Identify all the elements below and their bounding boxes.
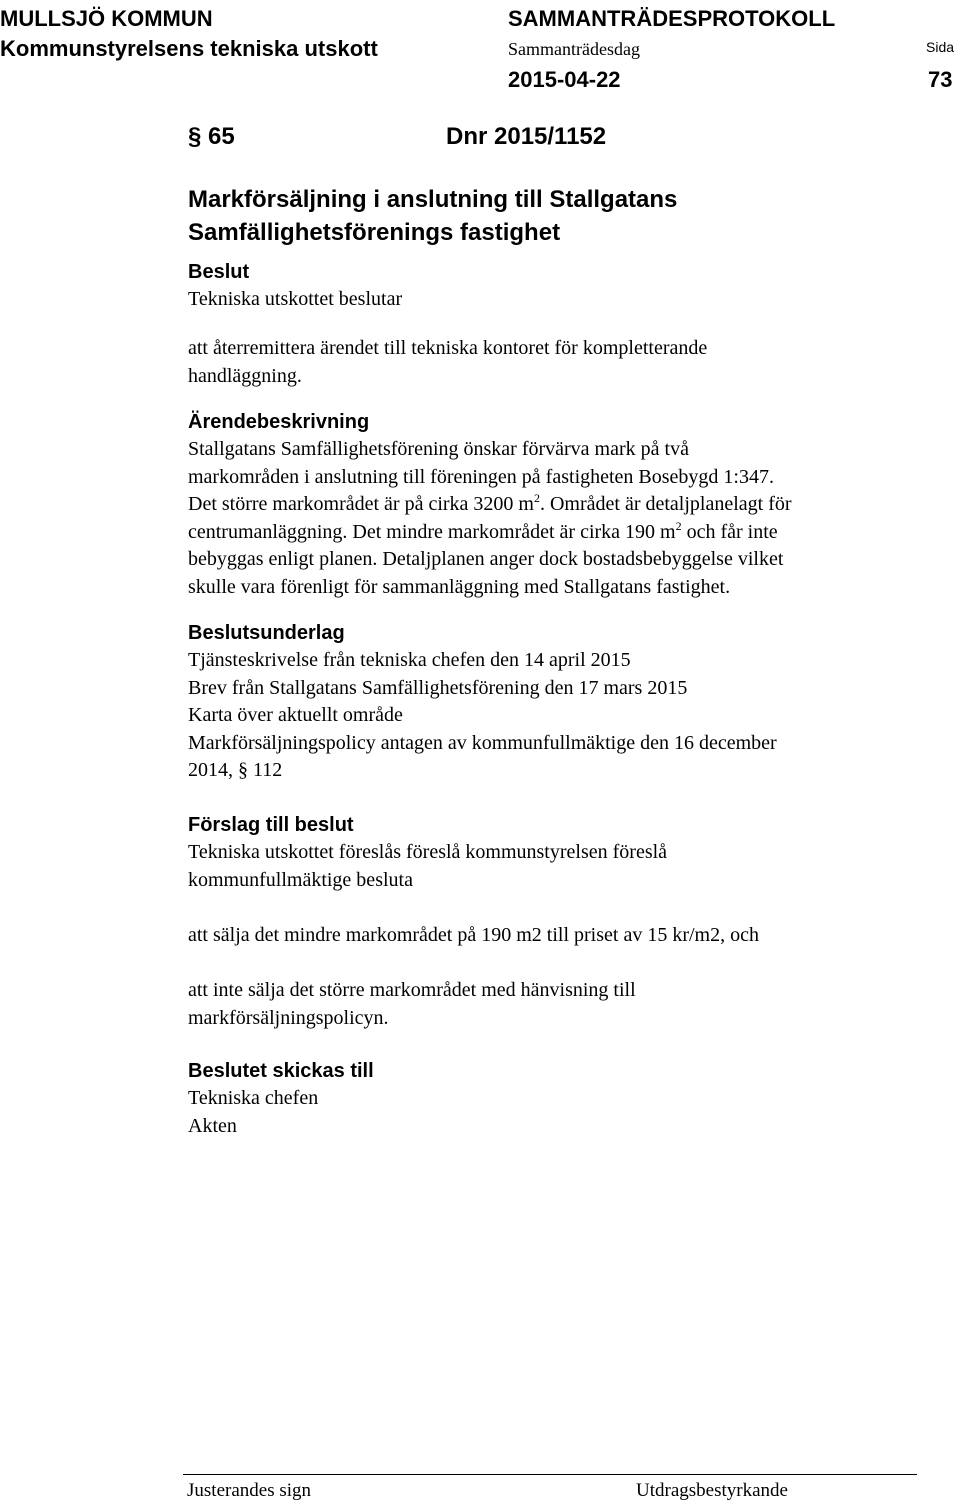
decision-text xyxy=(188,335,923,390)
case-number: Dnr 2015/1152 xyxy=(446,123,607,150)
case-description-line: bebyggas enligt planen. Detaljplanen anger dock bostadsbebyggelse vilket xyxy=(188,548,784,570)
case-description-line: centrumanläggning. Det mindre markområdet är cirka 190 $m^2$ och får inte xyxy=(188,518,778,543)
proposal-line: Tekniska utskottet föreslås föreslå kommunstyrelsen föreslå xyxy=(188,841,668,863)
meeting-date-label: Sammanträdesdag xyxy=(508,39,640,59)
section-number xyxy=(188,120,235,153)
list-item: 2014, § 112 xyxy=(188,759,283,781)
page-number: 73 xyxy=(928,67,953,92)
footer-signature-label: Justerandes sign xyxy=(187,1480,312,1501)
paragraph-symbol: § xyxy=(188,123,202,150)
footer-divider xyxy=(183,1474,917,1475)
case-description-heading: Ärendebeskrivning xyxy=(188,411,370,433)
decision-section xyxy=(188,259,923,314)
case-description-section xyxy=(188,409,923,601)
list-item: Tekniska chefen xyxy=(188,1087,319,1109)
decision-line: att återremittera ärendet till tekniska kontoret för kompletterande xyxy=(188,337,708,359)
proposal-section xyxy=(188,812,923,894)
case-description-line: Det större markområdet är på cirka 3200 $m^2$. Området är detaljplanelagt för xyxy=(188,491,792,515)
case-description-line: markområden i anslutning till föreningen på fastigheten Bosebygd 1:347. xyxy=(188,465,774,488)
title-line: Samfällighetsförenings fastighet xyxy=(188,219,561,246)
page-title xyxy=(188,183,923,249)
proposal-att-not-sell: att inte sälja det större markområdet med hänvisning till markförsäljningspolicyn. xyxy=(188,979,636,1029)
case-description-line: skulle vara förenligt för sammanläggning med Stallgatans fastighet. xyxy=(188,575,731,598)
meeting-date: 2015-04-22 xyxy=(508,67,621,92)
list-item: Markförsäljningspolicy antagen av kommunfullmäktige den 16 december xyxy=(188,731,777,754)
proposal-att-sell: att sälja det mindre markområdet på 190 m2 till priset av 15 kr/m2, och xyxy=(188,924,759,946)
decision-basis-heading: Beslutsunderlag xyxy=(188,622,345,644)
case-description-line: Stallgatans Samfällighetsförening önskar förvärva mark på två xyxy=(188,438,689,460)
decision-line: handläggning. xyxy=(188,364,302,387)
distribution-section xyxy=(188,1058,923,1140)
committee-name: Kommunstyrelsens tekniska utskott xyxy=(0,36,378,61)
list-item: Brev från Stallgatans Samfällighetsförening den 17 mars 2015 xyxy=(188,676,688,699)
list-item: Akten xyxy=(188,1114,237,1137)
document-type: SAMMANTRÄDESPROTOKOLL xyxy=(508,6,836,31)
decision-basis-section xyxy=(188,620,923,785)
proposal-heading: Förslag till beslut xyxy=(188,814,354,836)
proposal-line: kommunfullmäktige besluta xyxy=(188,868,413,891)
footer-certification-label: Utdragsbestyrkande xyxy=(636,1480,788,1501)
page-label: Sida xyxy=(926,39,955,55)
list-item: Karta över aktuellt område xyxy=(188,704,403,726)
list-item: Tjänsteskrivelse från tekniska chefen den 14 april 2015 xyxy=(188,649,631,671)
decision-heading: Beslut xyxy=(188,261,250,283)
title-line: Markförsäljning i anslutning till Stallgatans xyxy=(188,186,678,213)
organization-name: MULLSJÖ KOMMUN xyxy=(0,6,213,31)
decision-intro: Tekniska utskottet beslutar xyxy=(188,288,403,310)
distribution-heading: Beslutet skickas till xyxy=(188,1060,374,1082)
section-number-value: 65 xyxy=(208,123,235,150)
